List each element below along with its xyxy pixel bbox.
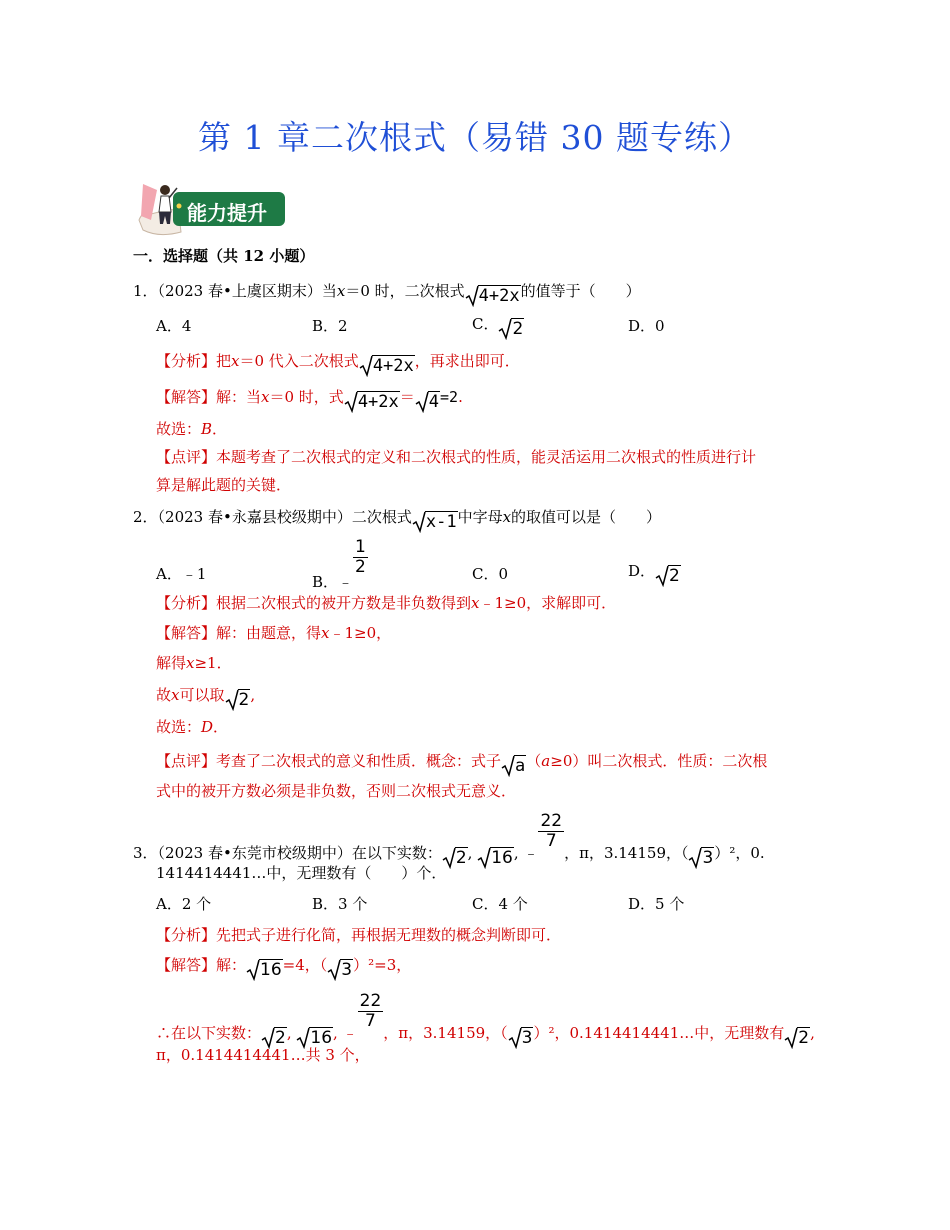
radical-sign-icon: 3 — [688, 847, 714, 869]
section-heading: 一．选择题（共 12 小题） — [133, 247, 315, 265]
q1-comment-line-1: 【点评】本题考查了二次根式的定义和二次根式的性质，能灵活运用二次根式的性质进行计 — [156, 448, 757, 466]
fraction-22-7: $\frac{22}{7}$ — [540, 811, 563, 851]
radical-sign-icon: 4+2x — [344, 391, 400, 413]
q3-analysis: 【分析】先把式子进行化简，再根据无理数的概念判断即可． — [156, 926, 562, 944]
q1-comment-line-2: 算是解此题的关键． — [156, 476, 292, 494]
q2-comment-line-1: 【点评】考查了二次根式的意义和性质．概念：式子 a（a≥0）叫二次根式．性质：二次根 — [156, 752, 768, 776]
question-2-stem: 2．（2023 春•永嘉县校级期中）二次根式 x-1中字母x的取值可以是（ ） — [133, 508, 662, 532]
radical-sign-icon: 4+2x — [359, 355, 415, 377]
radical-sign-icon: 3 — [327, 959, 353, 981]
radical-sign-icon: 2 — [225, 689, 251, 711]
fraction-22-7: $\frac{22}{7}$ — [359, 991, 382, 1031]
radical-sign-icon: 16 — [246, 959, 283, 981]
page-title: 第 1 章二次根式（易错 30 题专练） — [198, 118, 752, 157]
radical-sign-icon: 2 — [442, 847, 468, 869]
fraction-half: $\frac{1}{2}$ — [355, 537, 366, 577]
question-3-stem: 3．（2023 春•东莞市校级期中）在以下实数： 2, 16, ﹣ $\frac{22}{7}$ ，π，3.14159，（ 3）²，0. — [133, 811, 765, 868]
q2-solve: 解得x≥1． — [156, 654, 232, 672]
question-3-stem-line-2: 1414414441…中，无理数有（ ）个． — [156, 864, 447, 882]
q2-option-b[interactable]: B．﹣ $\frac{1}{2}$ — [312, 537, 366, 591]
q3-option-c[interactable]: C．4 个 — [472, 895, 528, 913]
radical-sign-icon: 4+2x — [465, 285, 521, 307]
radical-sign-icon: 2 — [655, 565, 681, 587]
q2-answer: 【解答】解：由题意，得x﹣1≥0， — [156, 624, 392, 642]
q3-thus-line-1: ∴在以下实数： 2, 16, ﹣ $\frac{22}{7}$ ，π，3.14159，（ 3）²，0.1414414441…中，无理数有 2, — [156, 991, 815, 1048]
q1-answer: 【解答】解：当x＝0 时，式 4+2x＝ 4=2. — [156, 388, 463, 412]
radical-sign-icon: 2 — [498, 318, 524, 340]
q3-option-b[interactable]: B．3 个 — [312, 895, 368, 913]
section-badge — [137, 180, 287, 232]
q3-option-a[interactable]: A．2 个 — [156, 895, 212, 913]
q1-option-a[interactable]: A．4 — [156, 317, 192, 335]
q2-take: 故x可以取 2, — [156, 686, 256, 710]
radical-sign-icon: 3 — [508, 1027, 534, 1049]
q2-option-d[interactable]: D． 2 — [628, 562, 680, 586]
radical-sign-icon: 2 — [784, 1027, 810, 1049]
badge-label: 能力提升 — [187, 201, 267, 225]
q2-option-a[interactable]: A．﹣1 — [156, 565, 207, 583]
radical-sign-icon: x-1 — [412, 511, 458, 533]
q3-thus-line-2: π，0.1414414441…共 3 个， — [156, 1046, 370, 1064]
question-1-stem: 1．（2023 春•上虞区期末）当x＝0 时，二次根式 4+2x的值等于（ ） — [133, 282, 641, 306]
radical-sign-icon: a — [501, 755, 526, 777]
q2-comment-line-2: 式中的被开方数必须是非负数，否则二次根式无意义． — [156, 782, 517, 800]
radical-sign-icon: 2 — [261, 1027, 287, 1049]
radical-sign-icon: 16 — [477, 847, 514, 869]
q3-option-d[interactable]: D．5 个 — [628, 895, 685, 913]
q1-analysis: 【分析】把x＝0 代入二次根式 4+2x，再求出即可． — [156, 352, 520, 376]
q2-choice: 故选：D． — [156, 718, 229, 736]
q2-analysis: 【分析】根据二次根式的被开方数是非负数得到x﹣1≥0，求解即可． — [156, 594, 617, 612]
q3-answer: 【解答】解： 16=4，（ 3）²=3， — [156, 956, 412, 980]
q1-option-b[interactable]: B．2 — [312, 317, 348, 335]
radical-sign-icon: 16 — [296, 1027, 333, 1049]
radical-sign-icon: 4 — [415, 391, 440, 413]
q1-option-d[interactable]: D．0 — [628, 317, 665, 335]
q2-option-c[interactable]: C．0 — [472, 565, 509, 583]
q1-option-c[interactable]: C． 2 — [472, 315, 524, 339]
q1-choice: 故选：B． — [156, 420, 228, 438]
